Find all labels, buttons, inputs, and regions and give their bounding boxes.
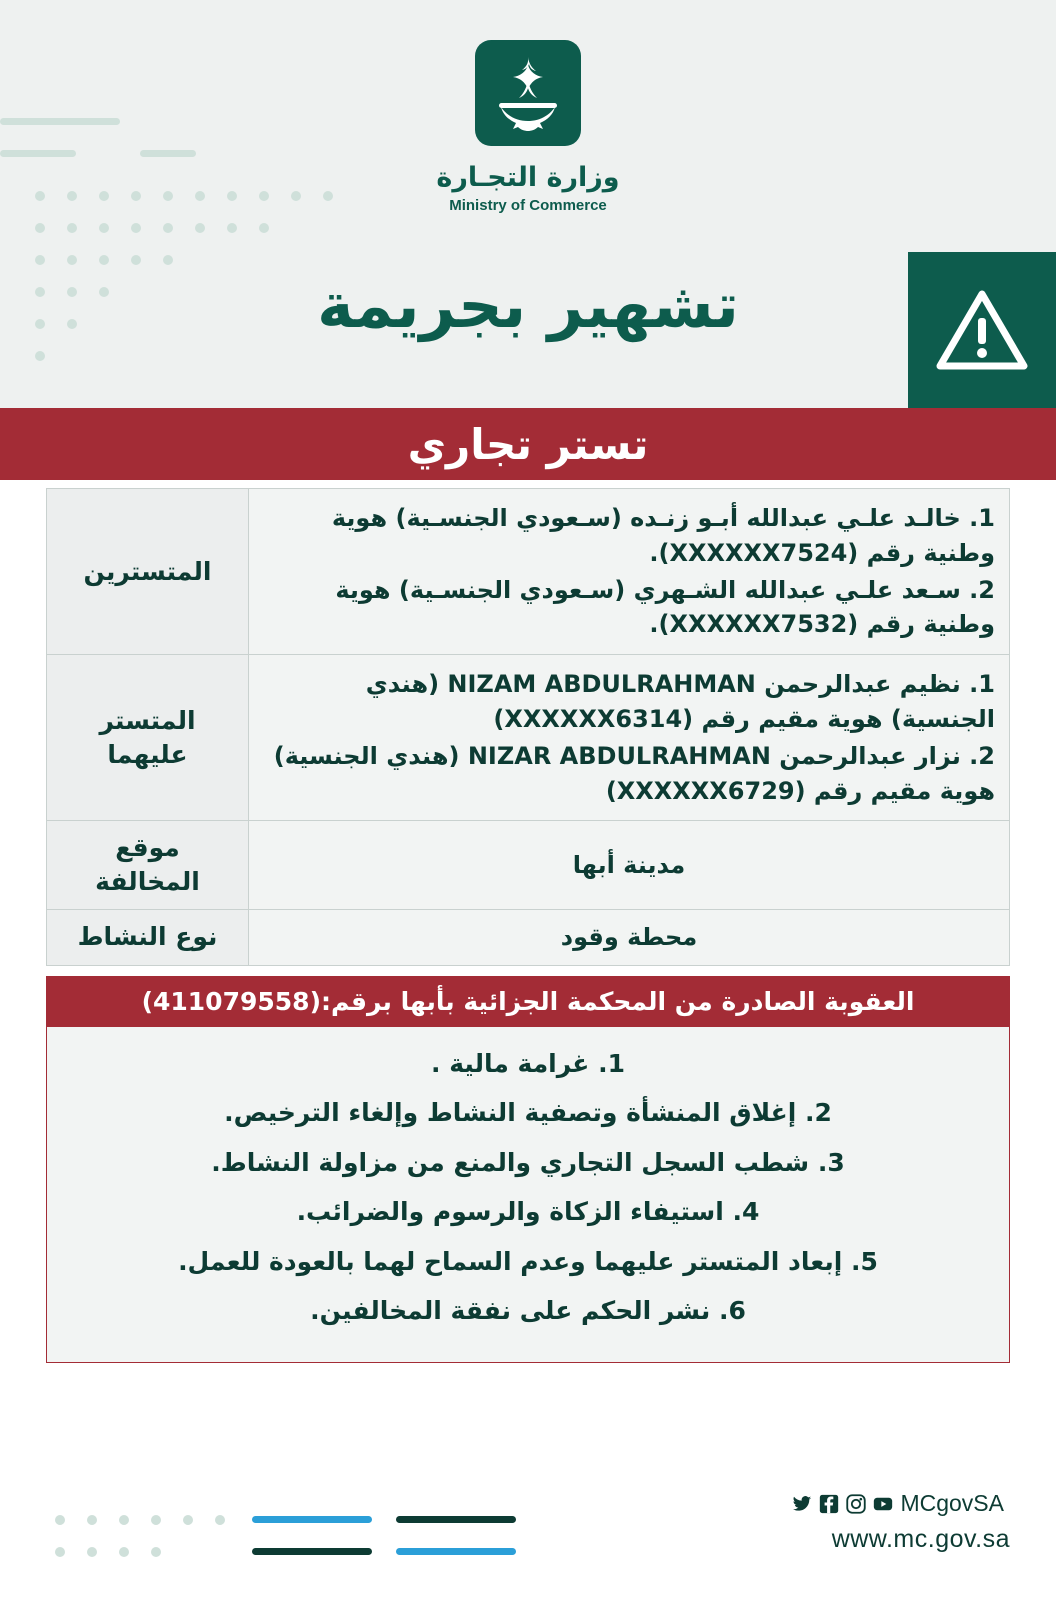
social-handle: MCgovSA bbox=[900, 1490, 1004, 1516]
violation-type-label: تستر تجاري bbox=[407, 419, 649, 469]
location-label-cell: موقع المخالفة bbox=[47, 821, 249, 910]
table-row bbox=[47, 489, 1010, 655]
website-link[interactable]: www.mc.gov.sa bbox=[831, 1525, 1010, 1553]
table-row bbox=[47, 821, 1010, 910]
facebook-icon[interactable] bbox=[819, 1494, 839, 1514]
list-item: 1. غرامة مالية . bbox=[431, 1048, 625, 1078]
twitter-icon[interactable] bbox=[792, 1494, 812, 1514]
violation-type-banner bbox=[0, 408, 1056, 480]
youtube-icon[interactable] bbox=[873, 1494, 893, 1514]
penalty-list bbox=[46, 1027, 1010, 1363]
concealers-value-cell bbox=[249, 489, 1010, 655]
activity-label-cell: نوع النشاط bbox=[47, 909, 249, 965]
ministry-logo bbox=[0, 40, 1056, 214]
penalty-heading: العقوبة الصادرة من المحكمة الجزائية بأبها برقم:(411079558) bbox=[46, 976, 1010, 1027]
list-item: 4. استيفاء الزكاة والرسوم والضرائب. bbox=[296, 1197, 760, 1227]
ministry-name-ar: وزارة التجـارة bbox=[436, 162, 620, 193]
warning-badge bbox=[908, 252, 1056, 408]
activity-value-cell: محطة وقود bbox=[249, 909, 1010, 965]
page-title: تشهير بجريمة bbox=[317, 269, 739, 342]
location-value-cell: مدينة أبها bbox=[249, 821, 1010, 910]
ministry-name-en: Ministry of Commerce bbox=[449, 197, 607, 214]
list-item: 1. نظيم عبدالرحمن NIZAM ABDULRAHMAN (هندي الجنسية) هوية مقيم رقم (XXXXXX6314) bbox=[365, 670, 995, 733]
footer-decoration bbox=[40, 1498, 560, 1578]
list-item: 5. إبعاد المتستر عليهما وعدم السماح لهما بالعودة للعمل. bbox=[178, 1246, 878, 1276]
instagram-icon[interactable] bbox=[846, 1494, 866, 1514]
footer-contact bbox=[792, 1490, 1010, 1554]
warning-triangle-icon bbox=[936, 286, 1028, 374]
list-item: 1. خالـد علـي عبدالله أبـو زنـده (سـعودي الجنسـية) هوية وطنية رقم (XXXXXX7524). bbox=[331, 504, 995, 567]
footer-section bbox=[0, 1472, 1056, 1600]
list-item: 2. نزار عبدالرحمن NIZAR ABDULRAHMAN (هندي الجنسية) هوية مقيم رقم (XXXXXX6729) bbox=[273, 741, 995, 805]
concealed-value-cell bbox=[249, 655, 1010, 821]
social-links bbox=[792, 1490, 1010, 1517]
details-table bbox=[46, 488, 1010, 966]
concealers-label-cell: المتسترين bbox=[47, 489, 249, 655]
table-row bbox=[47, 655, 1010, 821]
list-item: 3. شطب السجل التجاري والمنع من مزاولة النشاط. bbox=[211, 1147, 845, 1177]
list-item: 6. نشر الحكم على نفقة المخالفين. bbox=[310, 1296, 746, 1326]
concealed-label-cell: المتستر عليهما bbox=[47, 655, 249, 821]
table-row bbox=[47, 909, 1010, 965]
saudi-emblem-icon bbox=[475, 40, 581, 146]
list-item: 2. إغلاق المنشأة وتصفية النشاط وإلغاء الترخيص. bbox=[224, 1098, 832, 1128]
header-section bbox=[0, 0, 1056, 408]
list-item: 2. سـعد علـي عبدالله الشـهري (سـعودي الجنسـية) هوية وطنية رقم (XXXXXX7532). bbox=[335, 575, 995, 639]
